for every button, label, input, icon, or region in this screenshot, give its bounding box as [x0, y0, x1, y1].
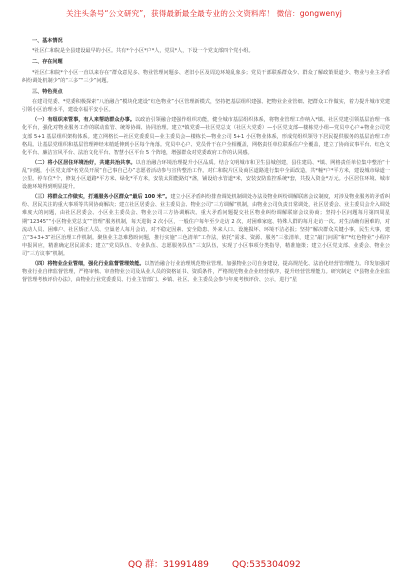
section-heading: 三、特色亮点 — [32, 89, 63, 96]
paragraph — [22, 193, 390, 259]
paragraph-text: 以政治引领融合建强作组织功能，健全城市基层组织体系，将物业管理工作纳入*镇、社区党建引领基层治理一体化平台，强化对物业服务工作的联动监管、统筹协调、协同治理。建立*镇党委—社区党总支（社区大党委）—小区党支部—楼栋党小组—党员中心户+物业公司党支部 5+1 基层组织架构体系。建立网格长—社区党委委员—业主委员会—楼栋长—物业公司 5+1 小区物业体系，形成党组织领导下居民提供服务的基层治理工作格局。让基层党组织和基层管理神经末梢延伸到小区每个角落。党员中心户、党员骨干在户全相覆盖，网格责任单位联系住户全覆盖，建立了协商议事平台、红色文化平台、廉洁宣风平台、法治文化平台、智慧小区平台 5 个阵地，增强群众对党委政府工作的认同感。 — [22, 117, 390, 156]
paragraph-text: 建立小区矛盾纠纷排查调处机制调处办法及物业纠纷调解联席会议制度，对涉及物业服务的矛盾纠纷、居民关注的重大事项等共同协商解决；建立社区居委会、业主委员会、物业公司“三方调解”机制，由物业公司负责日常调处，社区居委会、业主委员会介入调处难度大的问题，由社区居委会、小区业主委员会、物业公司三方协调解决。重大矛盾问题提交社区物业纠纷调解联席会议协商；坚持小区问题每月第四周星期“12345”“小区物业党总支”“管理”服务机制，每天进街 2 次小区，一般住户每年至少走访 2 次，对困难家庭、特殊人群的每月走访一次。对生活确有困难的，对流动人员、困难户、社区矫正人员、空巢老人每月会访，对不稳定因素、安全隐患、外来人口、设施损坏、环境不洁必报；坚持“解决群众关键小事，民生大事，建立“3+3+3”社区治理工作机制。聚焦业主急难愁盼问题，推行实施“三色清单”工作法，依托“需求、资源、服务”三张清单，建立“敲门问需”和“*红色物业”小程序申报回应，精准确定居民需求；建立“党员队伍、专业队伍、志愿服务队伍”三支队伍，实现了小区事项分类指导，精准施策；建立小区党支部、业委会、物业公司“三方议事”机制。 — [22, 193, 390, 258]
qq-group-number: QQ 群：31991489 — [128, 560, 209, 570]
subsection-lead: （一）有组织来管事，有人来帮助群众办事。 — [32, 117, 136, 124]
paragraph-text: 以智治融合行业治理规范物业管理。加强物业公司自身建设，提高规范化、法治化经营管理能力。印发加强对物业行业自律监督管理，严格审核、审查物业公司及从业人员的资格证书、资质条件，严格规范物业企业经营秩序，提升经营管理能力。研究制定《*县物业企业监督管理考核评价办法》，由物业行业党委委员、行业主管部门、乡镇、社区、业主委员会参与年度考核评价、公示，进行“星 — [22, 261, 390, 284]
promo-banner-top: 关注头条号“公文研究”，获得最新最全最专业的公文资料库！ 微信：gongwenyj — [66, 9, 342, 18]
paragraph-text: 以自治融合环境治理提升小区品质。结合文明城市和卫生县城创建，县住建局、*镇、网格责任单位集中整治“十乱”问题，小区党支部*名党员开展“自己事自己办”志愿者活动参与宣传整治工作。对仁和院片区及商区道路进行集中全面改造，共*幢*户*平方米，建设城市绿道一公里。停车位*个，修复小区道路*平方米、绿化*平方米，安装太阳能路灯*盏，铺设给水管道*米，安装安防监控系统*套，共投入资金*万元。小区居住环境、城市设施环境得到明显提升。 — [22, 159, 390, 191]
subsection-lead: （二）将小区居住环境治好，共建共治共享。 — [32, 159, 136, 166]
paragraph: *社区仁和院*个小区一直以来存在“群众意见多、物业管理问题多、老旧小区及周边环境乱象多；党员干部联系群众少、群众了解政策渠道少、物业与业主矛盾纠纷调处机制少”的“三多”“三少”问题。 — [22, 69, 390, 84]
qq-contact-number: QQ:535304092 — [232, 560, 301, 570]
section-heading: 二、存在问题 — [32, 59, 63, 66]
paragraph — [22, 260, 390, 285]
section-heading: 一、基本情况 — [32, 38, 63, 44]
document-body — [22, 34, 390, 286]
paragraph — [22, 159, 390, 192]
paragraph — [22, 116, 390, 157]
subsection-lead: （三）将群众工作做实，打通服务小区群众“最后 100 米”。 — [32, 193, 171, 200]
contact-footer — [0, 550, 408, 580]
paragraph: *社区仁和院是全县建设最早的小区。共有*个小区*户*人，党员*人，下设一个党支部四个党小组。 — [32, 48, 254, 55]
subsection-lead: （四）将物业企业管细，强化行业监督管理效能。 — [32, 261, 145, 268]
paragraph: 在建司党委、*党委积极探索“八治融合”模块化建设“红色物业”小区管理新模式，坚持把基层组织建强、把物业企业管细、把群众工作做实，着力提升城市党建引领小区治理水平，建设幸福平安小区。 — [22, 99, 390, 114]
